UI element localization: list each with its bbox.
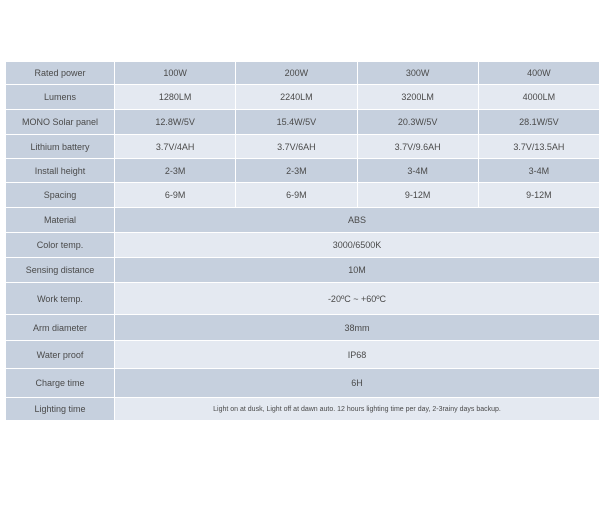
table-cell: 38mm (115, 315, 600, 341)
row-label: Install height (6, 159, 115, 183)
table-row (6, 85, 600, 110)
row-label: Water proof (6, 341, 115, 369)
row-label: Sensing distance (6, 258, 115, 283)
table-row (6, 62, 600, 85)
table-row (6, 208, 600, 233)
table-cell: 3.7V/13.5AH (478, 135, 599, 159)
row-label: Arm diameter (6, 315, 115, 341)
row-label: Lithium battery (6, 135, 115, 159)
row-label: Lighting time (6, 398, 115, 421)
table-cell: 3-4M (478, 159, 599, 183)
table-cell: 2-3M (115, 159, 236, 183)
table-row (6, 315, 600, 341)
row-label: Lumens (6, 85, 115, 110)
table-cell: 300W (357, 62, 478, 85)
table-cell: 3-4M (357, 159, 478, 183)
table-cell: 6-9M (115, 183, 236, 208)
table-row (6, 135, 600, 159)
table-row (6, 369, 600, 398)
table-cell: 2-3M (236, 159, 357, 183)
row-label: MONO Solar panel (6, 110, 115, 135)
table-cell: 2240LM (236, 85, 357, 110)
table-row (6, 233, 600, 258)
table-row (6, 183, 600, 208)
table-cell: 3.7V/4AH (115, 135, 236, 159)
table-cell: 4000LM (478, 85, 599, 110)
table-cell: 10M (115, 258, 600, 283)
spec-table (5, 61, 600, 421)
table-cell: IP68 (115, 341, 600, 369)
table-cell: 28.1W/5V (478, 110, 599, 135)
table-row (6, 110, 600, 135)
table-cell: ABS (115, 208, 600, 233)
table-cell: 9-12M (478, 183, 599, 208)
table-cell: 3.7V/9.6AH (357, 135, 478, 159)
table-row (6, 283, 600, 315)
table-row (6, 398, 600, 421)
row-label: Color temp. (6, 233, 115, 258)
table-row (6, 159, 600, 183)
row-label: Work temp. (6, 283, 115, 315)
table-row (6, 341, 600, 369)
table-cell: 20.3W/5V (357, 110, 478, 135)
table-cell: 15.4W/5V (236, 110, 357, 135)
row-label: Rated power (6, 62, 115, 85)
row-label: Spacing (6, 183, 115, 208)
table-cell: 12.8W/5V (115, 110, 236, 135)
table-cell: 1280LM (115, 85, 236, 110)
table-cell: -20ºC ~ +60ºC (115, 283, 600, 315)
table-cell: 6H (115, 369, 600, 398)
table-cell: Light on at dusk, Light off at dawn auto. 12 hours lighting time per day, 2-3rainy days backup. (115, 398, 600, 421)
row-label: Material (6, 208, 115, 233)
table-cell: 3000/6500K (115, 233, 600, 258)
table-cell: 400W (478, 62, 599, 85)
table-row (6, 258, 600, 283)
table-cell: 6-9M (236, 183, 357, 208)
table-cell: 100W (115, 62, 236, 85)
table-cell: 200W (236, 62, 357, 85)
table-cell: 3.7V/6AH (236, 135, 357, 159)
table-cell: 3200LM (357, 85, 478, 110)
table-cell: 9-12M (357, 183, 478, 208)
row-label: Charge time (6, 369, 115, 398)
